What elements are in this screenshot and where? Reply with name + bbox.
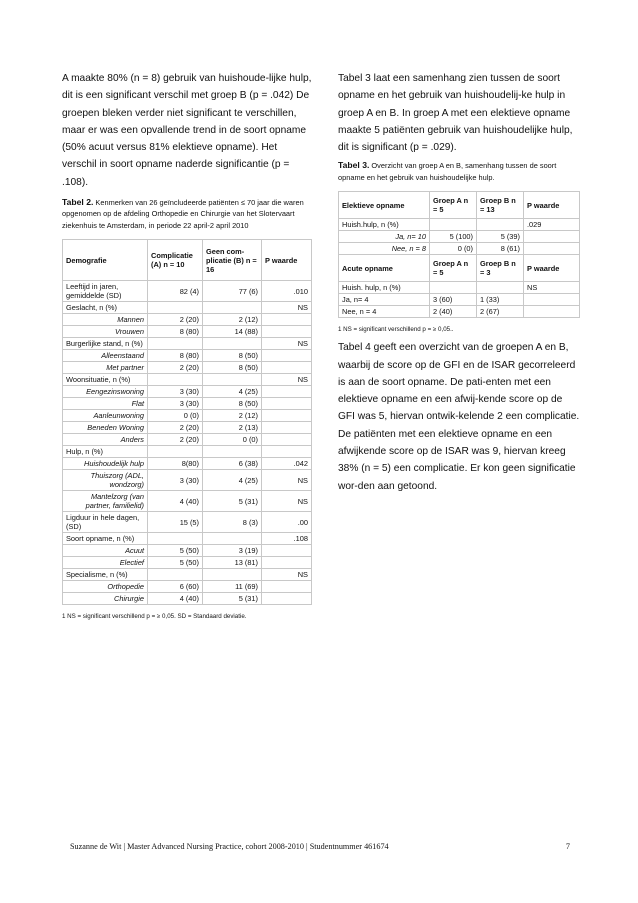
cell-p: NS <box>262 302 312 314</box>
cell-b: 8 (50) <box>203 398 262 410</box>
cell-p <box>262 362 312 374</box>
table-row <box>63 362 312 374</box>
cell-b <box>203 338 262 350</box>
cell-p <box>262 350 312 362</box>
cell-b: 5 (31) <box>203 593 262 605</box>
row-label: Ja, n= 4 <box>339 294 430 306</box>
cell-a: 4 (40) <box>148 491 203 512</box>
cell-p: NS <box>262 338 312 350</box>
table-row <box>339 219 580 231</box>
table3-header-elektief <box>339 192 580 219</box>
table2-header-p: P waarde <box>262 240 312 281</box>
cell-a: 5 (50) <box>148 545 203 557</box>
row-label: Met partner <box>63 362 148 374</box>
page-footer <box>70 842 570 851</box>
cell-a: 3 (30) <box>148 470 203 491</box>
cell-b: 2 (67) <box>477 306 524 318</box>
cell-b <box>203 533 262 545</box>
cell-a: 2 (40) <box>430 306 477 318</box>
cell-b: 0 (0) <box>203 434 262 446</box>
table2-header-demografie: Demografie <box>63 240 148 281</box>
cell-a: 8 (80) <box>148 326 203 338</box>
table-row <box>63 434 312 446</box>
table-row <box>63 581 312 593</box>
row-label: Anders <box>63 434 148 446</box>
cell-p: NS <box>262 374 312 386</box>
row-label: Burgerlijke stand, n (%) <box>63 338 148 350</box>
cell-b: 13 (81) <box>203 557 262 569</box>
cell-a: 6 (60) <box>148 581 203 593</box>
row-label: Aanleunwoning <box>63 410 148 422</box>
row-label: Soort opname, n (%) <box>63 533 148 545</box>
table-row <box>63 422 312 434</box>
row-label: Leeftijd in jaren, gemiddelde (SD) <box>63 281 148 302</box>
table-row <box>63 374 312 386</box>
cell-p: .108 <box>262 533 312 545</box>
cell-p: NS <box>524 282 580 294</box>
row-label: Mantelzorg (van partner, familielid) <box>63 491 148 512</box>
row-label: Eengezinswoning <box>63 386 148 398</box>
table3-intro-paragraph: Tabel 3 laat een samenhang zien tussen de soort opname en het gebruik van huishoudelij-ke hulp in groep A en B. In groep A met een elektieve opname maakte 5 patiënten gebruik van huishoudelijke hulp, dit is significant (p = .029). <box>338 73 573 154</box>
row-label: Ja, n= 10 <box>339 231 430 243</box>
table-row <box>63 386 312 398</box>
cell-a <box>148 533 203 545</box>
table3-h1-p: P waarde <box>524 192 580 219</box>
cell-a <box>430 219 477 231</box>
cell-a <box>148 338 203 350</box>
table3-h2-label: Acute opname <box>339 255 430 282</box>
cell-p <box>262 326 312 338</box>
cell-p: NS <box>262 470 312 491</box>
cell-b: 3 (19) <box>203 545 262 557</box>
cell-p <box>262 410 312 422</box>
table-row <box>63 302 312 314</box>
cell-b: 5 (31) <box>203 491 262 512</box>
cell-p <box>262 581 312 593</box>
table2-caption-label: Tabel 2. <box>62 197 94 208</box>
cell-a: 5 (50) <box>148 557 203 569</box>
cell-p <box>524 243 580 255</box>
cell-p <box>524 231 580 243</box>
row-label: Huish.hulp, n (%) <box>339 219 430 231</box>
table-row <box>339 306 580 318</box>
cell-p <box>262 398 312 410</box>
table3-h2-p: P waarde <box>524 255 580 282</box>
table-row <box>63 410 312 422</box>
cell-a: 3 (60) <box>430 294 477 306</box>
table-row <box>63 569 312 581</box>
table2-header-a: Complicatie (A) n = 10 <box>148 240 203 281</box>
cell-a: 2 (20) <box>148 434 203 446</box>
cell-b: 8 (61) <box>477 243 524 255</box>
table2-header-row <box>63 240 312 281</box>
row-label: Geslacht, n (%) <box>63 302 148 314</box>
cell-b: 1 (33) <box>477 294 524 306</box>
cell-a: 0 (0) <box>430 243 477 255</box>
row-label: Nee, n = 4 <box>339 306 430 318</box>
cell-p <box>524 294 580 306</box>
row-label: Vrouwen <box>63 326 148 338</box>
table2 <box>62 239 312 605</box>
cell-a: 5 (100) <box>430 231 477 243</box>
row-label: Chirurgie <box>63 593 148 605</box>
cell-p <box>262 557 312 569</box>
row-label: Acuut <box>63 545 148 557</box>
row-label: Flat <box>63 398 148 410</box>
cell-p <box>524 306 580 318</box>
cell-p <box>262 593 312 605</box>
cell-b <box>203 446 262 458</box>
cell-p <box>262 545 312 557</box>
cell-p <box>262 386 312 398</box>
table3-h2-a: Groep A n = 5 <box>430 255 477 282</box>
cell-a: 0 (0) <box>148 410 203 422</box>
table-row <box>63 314 312 326</box>
cell-b: 77 (6) <box>203 281 262 302</box>
cell-a: 15 (5) <box>148 512 203 533</box>
cell-b: 11 (69) <box>203 581 262 593</box>
cell-p: .010 <box>262 281 312 302</box>
table4-intro-paragraph: Tabel 4 geeft een overzicht van de groepen A en B, waarbij de score op de GFI en de ISAR gecorreleerd is aan de soort opname. De pati-enten met een elektieve opname en een afwij-kende score op de GFI was 5, hiervan ontwik-kelende 2 een complicatie. De patiënten met een elektieve opname en een afwijkende score op de ISAR was 9, hiervan kreeg 38% (n = 5) een complicatie. Er kon geen significatie wor-den aan getoond. <box>338 342 580 492</box>
row-label: Beneden Woning <box>63 422 148 434</box>
table-row <box>63 533 312 545</box>
table3-note: 1 NS = significant verschillend p = ≥ 0,05.. <box>338 326 454 334</box>
cell-a: 2 (20) <box>148 422 203 434</box>
table3-h1-b: Groep B n = 13 <box>477 192 524 219</box>
cell-b: 5 (39) <box>477 231 524 243</box>
row-label: Electief <box>63 557 148 569</box>
cell-b: 14 (88) <box>203 326 262 338</box>
cell-a <box>148 569 203 581</box>
page-number: 7 <box>565 842 570 851</box>
table3-h1-a: Groep A n = 5 <box>430 192 477 219</box>
cell-b: 2 (13) <box>203 422 262 434</box>
table3-caption-text: Overzicht van groep A en B, samenhang tussen de soort opname en het gebruik van huishoudelijke hulp. <box>338 161 557 182</box>
row-label: Huish. hulp, n (%) <box>339 282 430 294</box>
table2-body <box>63 281 312 605</box>
cell-b: 8 (3) <box>203 512 262 533</box>
cell-a: 82 (4) <box>148 281 203 302</box>
cell-b: 6 (38) <box>203 458 262 470</box>
cell-a: 3 (30) <box>148 398 203 410</box>
cell-p <box>262 446 312 458</box>
cell-a: 8(80) <box>148 458 203 470</box>
cell-a: 2 (20) <box>148 314 203 326</box>
cell-a <box>148 446 203 458</box>
table2-note: 1 NS = significant verschillend p = ≥ 0,05. SD = Standaard deviatie. <box>62 613 247 621</box>
table2-header-b: Geen com-plicatie (B) n = 16 <box>203 240 262 281</box>
cell-a <box>148 302 203 314</box>
cell-p <box>262 314 312 326</box>
cell-b: 4 (25) <box>203 470 262 491</box>
cell-a <box>148 374 203 386</box>
row-label: Specialisme, n (%) <box>63 569 148 581</box>
cell-b <box>477 282 524 294</box>
right-column <box>338 70 580 495</box>
table3-caption <box>338 160 580 183</box>
cell-b <box>203 302 262 314</box>
table-row <box>339 231 580 243</box>
cell-b <box>477 219 524 231</box>
cell-p: .042 <box>262 458 312 470</box>
table3 <box>338 191 580 318</box>
table-row <box>63 545 312 557</box>
cell-p <box>262 434 312 446</box>
table-row <box>63 557 312 569</box>
row-label: Alleenstaand <box>63 350 148 362</box>
cell-p: NS <box>262 491 312 512</box>
cell-p: .00 <box>262 512 312 533</box>
table-row <box>339 282 580 294</box>
cell-b: 2 (12) <box>203 410 262 422</box>
row-label: Woonsituatie, n (%) <box>63 374 148 386</box>
cell-a: 2 (20) <box>148 362 203 374</box>
table3-caption-label: Tabel 3. <box>338 160 370 171</box>
cell-a: 8 (80) <box>148 350 203 362</box>
table3-h2-b: Groep B n = 3 <box>477 255 524 282</box>
table-row <box>63 593 312 605</box>
cell-p: .029 <box>524 219 580 231</box>
table-row <box>63 491 312 512</box>
row-label: Mannen <box>63 314 148 326</box>
cell-b: 4 (25) <box>203 386 262 398</box>
table-row <box>63 446 312 458</box>
table-row <box>63 458 312 470</box>
cell-a <box>430 282 477 294</box>
table-row <box>63 350 312 362</box>
table-row <box>63 338 312 350</box>
table-row <box>63 470 312 491</box>
row-label: Thuiszorg (ADL, wondzorg) <box>63 470 148 491</box>
table2-caption <box>62 197 312 231</box>
cell-b <box>203 374 262 386</box>
table-row <box>63 326 312 338</box>
cell-p: NS <box>262 569 312 581</box>
row-label: Orthopedie <box>63 581 148 593</box>
cell-a: 4 (40) <box>148 593 203 605</box>
cell-b: 8 (50) <box>203 362 262 374</box>
cell-b: 2 (12) <box>203 314 262 326</box>
cell-b: 8 (50) <box>203 350 262 362</box>
row-label: Ligduur in hele dagen, (SD) <box>63 512 148 533</box>
table-row <box>63 398 312 410</box>
table-row <box>63 281 312 302</box>
row-label: Nee, n = 8 <box>339 243 430 255</box>
table3-h1-label: Elektieve opname <box>339 192 430 219</box>
table-row <box>63 512 312 533</box>
table-row <box>339 294 580 306</box>
row-label: Huishoudelijk hulp <box>63 458 148 470</box>
table-row <box>339 243 580 255</box>
table3-header-acuut <box>339 255 580 282</box>
left-column <box>62 70 312 620</box>
row-label: Hulp, n (%) <box>63 446 148 458</box>
cell-p <box>262 422 312 434</box>
intro-paragraph: A maakte 80% (n = 8) gebruik van huishoude-lijke hulp, dit is een significant verschil met groep B (p = .042) De groepen bleken verder niet significant te verschillen, maar er was een opvallende trend in de soort opname (50% acuut versus 81% elektieve opname). Het verschil in soort opname naderde significantie (p = .108). <box>62 73 312 188</box>
footer-text: Suzanne de Wit | Master Advanced Nursing Practice, cohort 2008-2010 | Studentnummer 461674 <box>70 842 389 851</box>
cell-a: 3 (30) <box>148 386 203 398</box>
table2-caption-text: Kenmerken van 26 geïncludeerde patiënten ≤ 70 jaar die waren opgenomen op de afdeling Orthopedie en Chirurgie van het Slotervaart ziekenhuis te Amsterdam, in periode 22 april-2 april 2010 <box>62 198 304 230</box>
cell-b <box>203 569 262 581</box>
